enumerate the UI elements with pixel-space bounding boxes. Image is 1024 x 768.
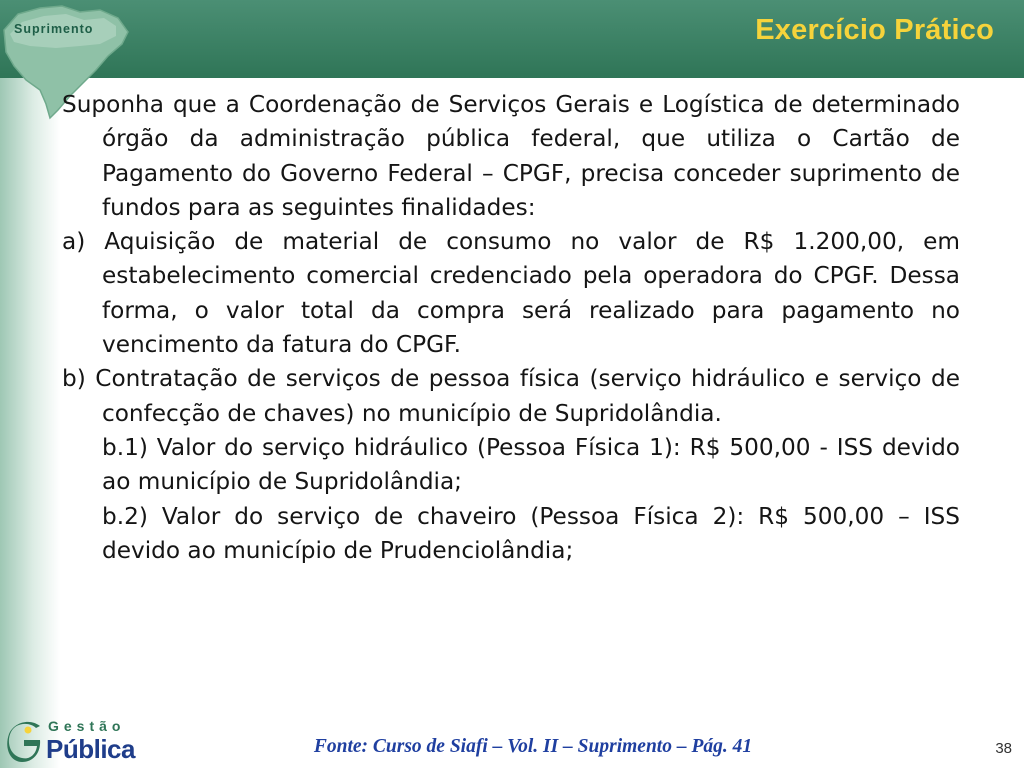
page-number: 38 <box>995 740 1012 757</box>
logo-line2: Pública <box>46 734 135 764</box>
logo-label: Suprimento <box>14 22 94 36</box>
slide-body <box>62 88 960 568</box>
item-b-paragraph: b) Contratação de serviços de pessoa física (serviço hidráulico e serviço de confecção de chaves) no município de Supridolândia. <box>62 365 960 427</box>
item-b1-paragraph: b.1) Valor do serviço hidráulico (Pessoa Física 1): R$ 500,00 - ISS devido ao município de Supridolândia; <box>102 433 960 496</box>
source-citation: Fonte: Curso de Siafi – Vol. II – Suprimento – Pág. 41 <box>313 736 753 757</box>
item-a-paragraph: a) Aquisição de material de consumo no valor de R$ 1.200,00, em estabelecimento comercial credenciado pela operadora do CPGF. Dessa forma, o valor total da compra será realizado para pagamento no vencimento da fatura do CPGF. <box>62 228 960 359</box>
logo-line1: Gestão <box>48 718 126 734</box>
intro-paragraph: Suponha que a Coordenação de Serviços Gerais e Logística de determinado órgão da administração pública federal, que utiliza o Cartão de Pagamento do Governo Federal – CPGF, precisa conceder suprimento de fundos para as seguintes finalidades: <box>62 91 960 221</box>
left-decorative-strip <box>0 78 60 768</box>
item-b2-paragraph: b.2) Valor do serviço de chaveiro (Pessoa Física 2): R$ 500,00 – ISS devido ao município de Prudenciolândia; <box>102 502 960 564</box>
slide-title: Exercício Prático <box>755 14 994 46</box>
